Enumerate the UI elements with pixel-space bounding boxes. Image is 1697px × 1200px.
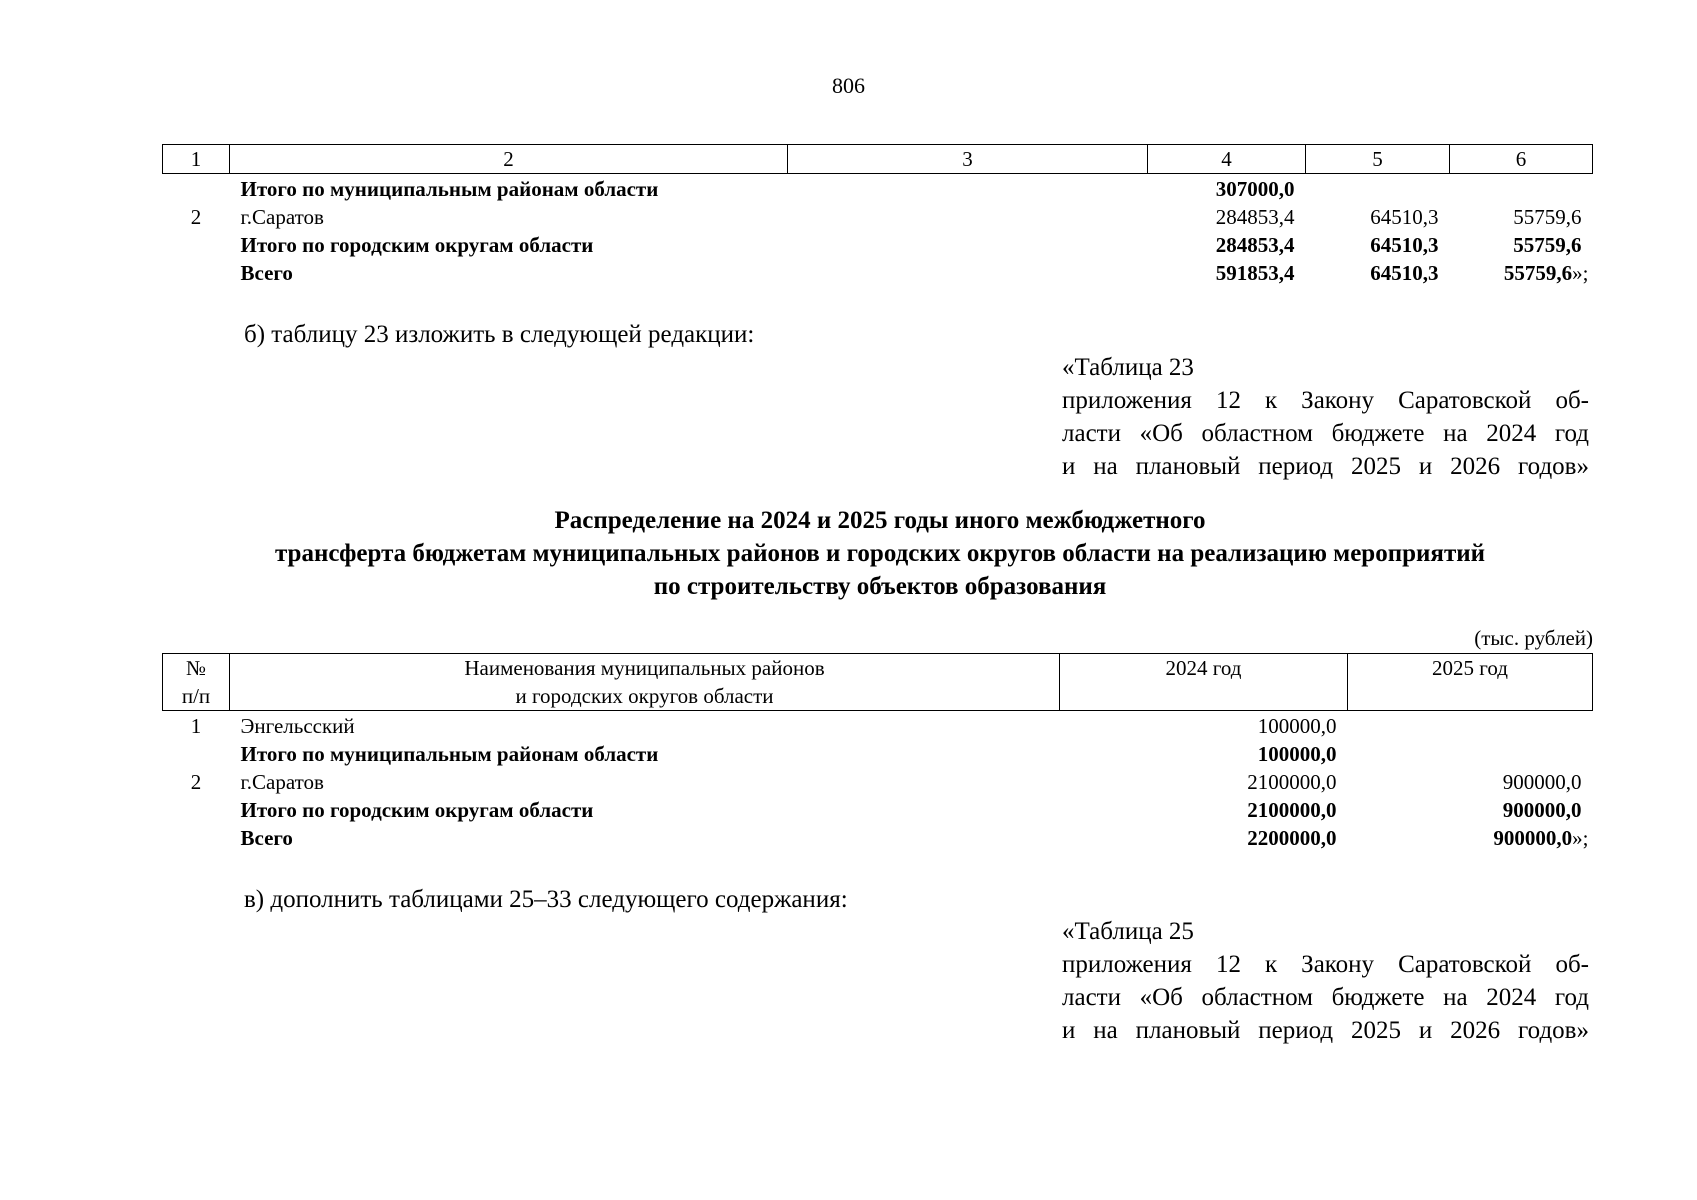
title-line: трансферта бюджетам муниципальных районов и городских округов области на реализацию мероприятий: [274, 540, 1486, 567]
row-name: Итого по муниципальным районам области: [240, 742, 659, 766]
row-name: Энгельсский: [240, 714, 355, 738]
row-2025-value: 900000,0: [1493, 826, 1573, 850]
row-col6: 55759,6: [1513, 233, 1582, 257]
row-name: г.Саратов: [240, 770, 324, 794]
row-col4: 591853,4: [1215, 261, 1295, 285]
row-number: [163, 259, 230, 287]
title-line: Распределение на 2024 и 2025 годы иного межбюджетного: [554, 507, 1206, 534]
ref-line: «Таблица 23: [1062, 354, 1194, 381]
table-row: [163, 768, 1593, 796]
row-col5: 64510,3: [1370, 205, 1439, 229]
closing-quote: »;: [1572, 826, 1589, 850]
row-number: 2: [190, 770, 202, 794]
row-col3: [788, 231, 1148, 259]
column-header: 6: [1450, 145, 1593, 174]
row-col4: 284853,4: [1215, 233, 1295, 257]
title-line: по строительству объектов образования: [653, 573, 1107, 600]
column-header-number: № п/п: [163, 654, 230, 711]
row-2024: 100000,0: [1257, 742, 1337, 766]
column-header: 4: [1148, 145, 1306, 174]
ref-line: ласти «Об областном бюджете на 2024 год: [1062, 420, 1589, 447]
table-row: [163, 259, 1593, 287]
row-number: 2: [190, 205, 202, 229]
row-2025: 900000,0: [1502, 798, 1582, 822]
column-header: 1: [163, 145, 230, 174]
row-col6: 55759,6: [1513, 205, 1582, 229]
row-name: Итого по городским округам области: [240, 798, 594, 822]
row-col5: 64510,3: [1370, 233, 1439, 257]
ref-line: «Таблица 25: [1062, 918, 1194, 945]
row-number: [163, 231, 230, 259]
row-2025: 900000,0: [1502, 770, 1582, 794]
row-number: [163, 740, 230, 768]
row-2024: 100000,0: [1257, 714, 1337, 738]
table-row: [163, 174, 1593, 204]
row-2025: [1348, 711, 1593, 741]
page-number: 806: [832, 73, 865, 98]
units-label: (тыс. рублей): [1474, 626, 1593, 650]
paragraph-v: в) дополнить таблицами 25–33 следующего содержания:: [244, 886, 848, 913]
row-col6: [1450, 174, 1593, 204]
row-name: г.Саратов: [240, 205, 324, 229]
paragraph-b: б) таблицу 23 изложить в следующей редакции:: [244, 321, 755, 348]
table25-reference: [1062, 915, 1589, 1047]
table-header-row: [163, 145, 1593, 174]
column-header: 3: [788, 145, 1148, 174]
row-2024: 2100000,0: [1247, 798, 1337, 822]
ref-line: и на плановый период 2025 и 2026 годов»: [1062, 453, 1589, 480]
closing-quote: »;: [1572, 261, 1589, 285]
row-col3: [788, 174, 1148, 204]
ref-line: приложения 12 к Закону Саратовской об-: [1062, 951, 1589, 978]
column-header-name: Наименования муниципальных районов и городских округов области: [230, 654, 1060, 711]
table-row: [163, 231, 1593, 259]
ref-line: приложения 12 к Закону Саратовской об-: [1062, 387, 1589, 414]
row-number: [163, 824, 230, 852]
row-col3: [788, 203, 1148, 231]
table-header-row: [163, 654, 1593, 711]
row-col6-value: 55759,6: [1503, 261, 1573, 285]
row-name: Итого по муниципальным районам области: [240, 177, 659, 201]
ref-line: и на плановый период 2025 и 2026 годов»: [1062, 1017, 1589, 1044]
table23-reference: [1062, 351, 1589, 483]
row-col4: 307000,0: [1215, 177, 1295, 201]
table-row: [163, 796, 1593, 824]
row-number: [163, 174, 230, 204]
table-row: [163, 740, 1593, 768]
row-col6: [1450, 259, 1593, 287]
table-23: [162, 653, 1593, 852]
row-number: [163, 796, 230, 824]
row-col3: [788, 259, 1148, 287]
table-row: [163, 203, 1593, 231]
column-header: 5: [1306, 145, 1450, 174]
table-row: [163, 711, 1593, 741]
row-name: Всего: [240, 261, 293, 285]
row-2025: [1348, 740, 1593, 768]
column-header-2024: 2024 год: [1060, 654, 1348, 711]
table23-title: [0, 504, 1697, 603]
row-name: Итого по городским округам области: [240, 233, 594, 257]
row-2024: 2200000,0: [1247, 826, 1337, 850]
row-name: Всего: [240, 826, 293, 850]
row-2025: [1348, 824, 1593, 852]
row-2024: 2100000,0: [1247, 770, 1337, 794]
row-col5: 64510,3: [1370, 261, 1439, 285]
table-row: [163, 824, 1593, 852]
row-number: 1: [190, 714, 202, 738]
row-col5: [1306, 174, 1450, 204]
ref-line: ласти «Об областном бюджете на 2024 год: [1062, 984, 1589, 1011]
table-continuation: [162, 144, 1593, 287]
row-col4: 284853,4: [1215, 205, 1295, 229]
column-header-2025: 2025 год: [1348, 654, 1593, 711]
column-header: 2: [230, 145, 788, 174]
